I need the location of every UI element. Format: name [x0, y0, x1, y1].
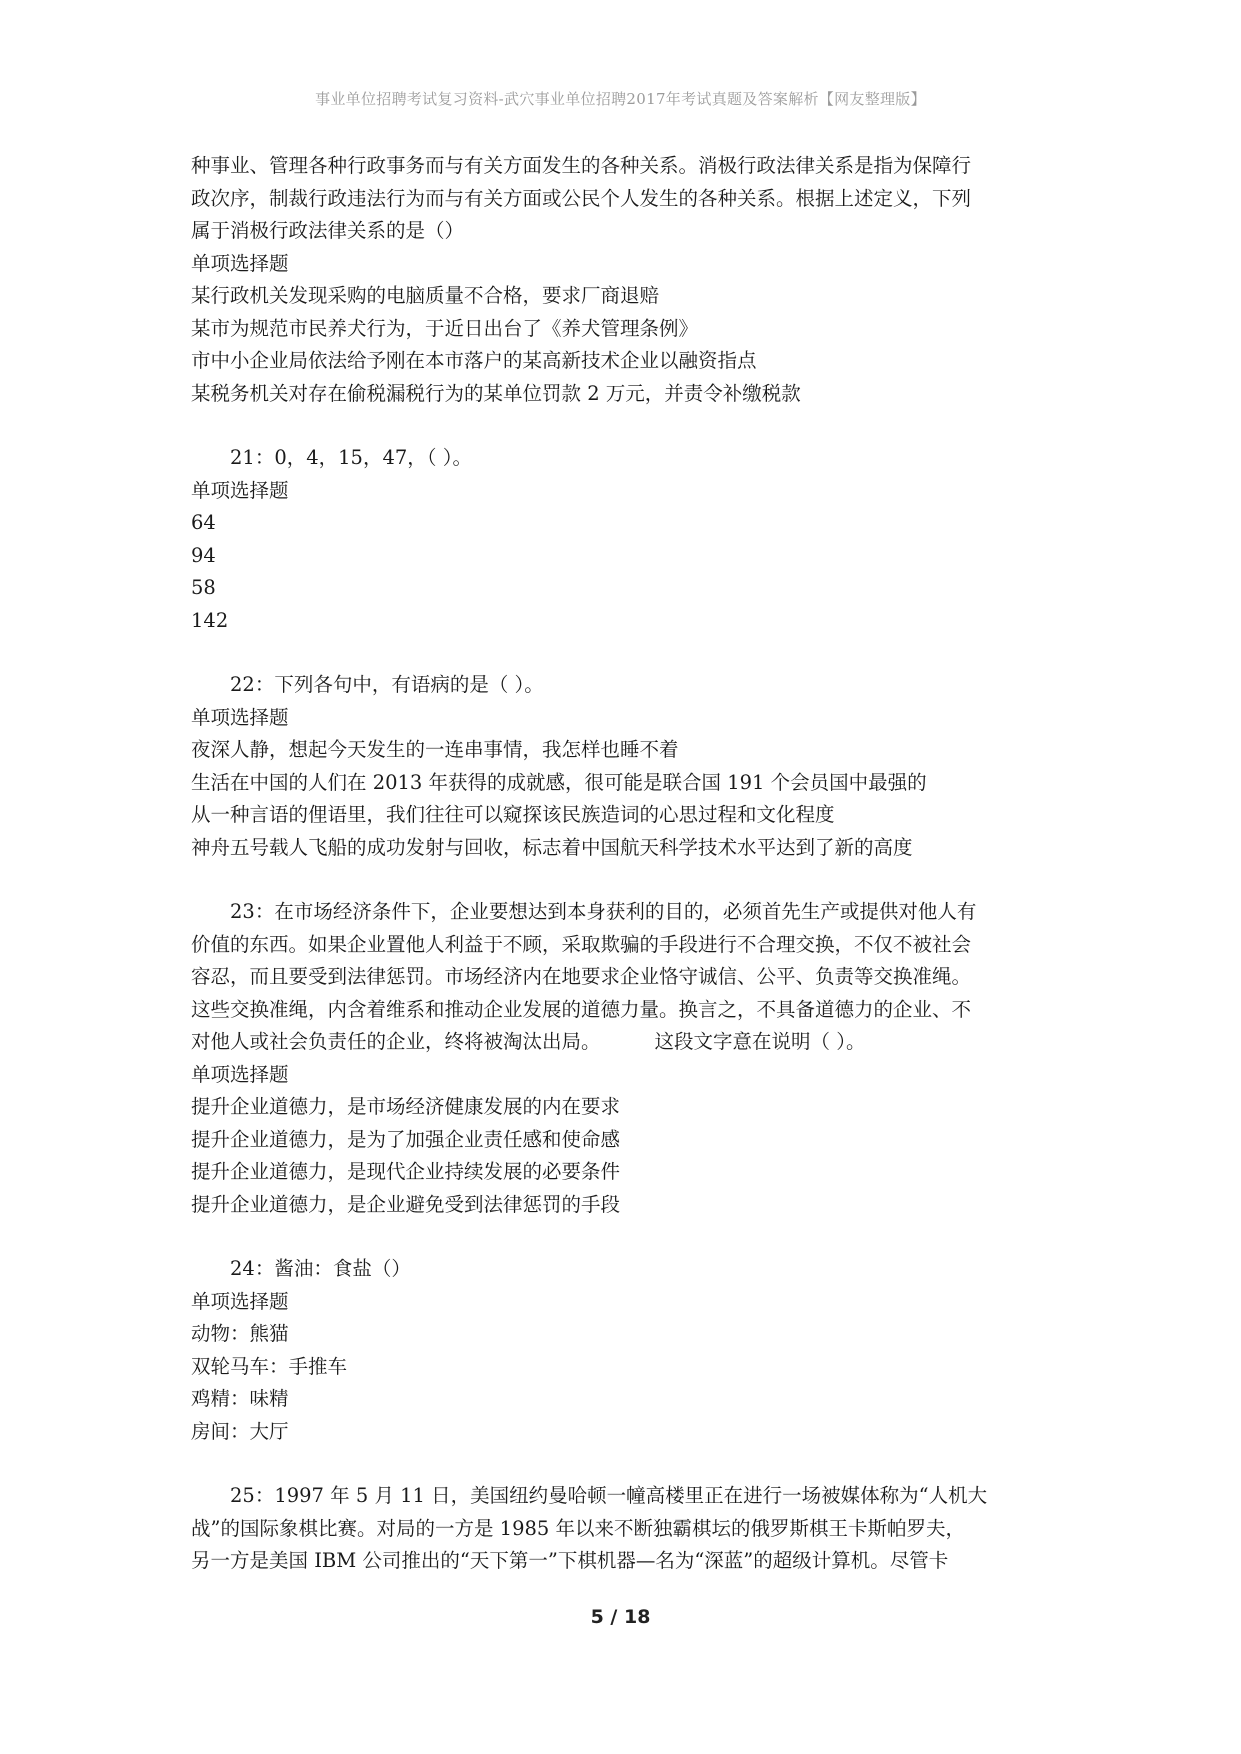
option-d: 提升企业道德力，是企业避免受到法律惩罚的手段 — [191, 1192, 621, 1216]
stem-question-prompt: 这段文字意在说明（ ）。 — [654, 1030, 866, 1053]
question-stem — [191, 896, 1071, 1059]
stem-line: 21：0，4，15，47，（ ）。 — [230, 446, 472, 469]
option-b: 某市为规范市民养犬行为，于近日出台了《养犬管理条例》 — [191, 316, 699, 340]
stem-line: 价值的东西。如果企业置他人利益于不顾，采取欺骗的手段进行不合理交换，不仅不被社会 — [191, 932, 972, 956]
option-d: 神舟五号载人飞船的成功发射与回收，标志着中国航天科学技术水平达到了新的高度 — [191, 835, 913, 859]
question-type: 单项选择题 — [191, 1289, 289, 1313]
question-stem — [191, 1480, 1071, 1578]
option-b: 提升企业道德力，是为了加强企业责任感和使命感 — [191, 1127, 621, 1151]
option-c: 市中小企业局依法给予刚在本市落户的某高新技术企业以融资指点 — [191, 349, 757, 372]
option-c: 鸡精：味精 — [191, 1387, 289, 1410]
question-type: 单项选择题 — [191, 705, 289, 729]
option-d: 142 — [191, 608, 229, 632]
question-stem — [191, 669, 1071, 702]
question-stem — [191, 1253, 1071, 1286]
option-a: 动物：熊猫 — [191, 1322, 289, 1345]
stem-line: 这些交换准绳，内含着维系和推动企业发展的道德力量。换言之，不具备道德力的企业、不 — [191, 997, 972, 1021]
stem-line-last — [191, 1026, 1071, 1059]
stem-line: 种事业、管理各种行政事务而与有关方面发生的各种关系。消极行政法律关系是指为保障行 — [191, 154, 972, 177]
option-a: 夜深人静，想起今天发生的一连串事情，我怎样也睡不着 — [191, 738, 679, 761]
question-20-continuation — [191, 150, 1071, 410]
question-21 — [191, 442, 1071, 637]
stem-line: 容忍，而且要受到法律惩罚。市场经济内在地要求企业恪守诚信、公平、负责等交换准绳。 — [191, 965, 972, 988]
option-b: 94 — [191, 543, 216, 567]
stem-line-text: 对他人或社会负责任的企业，终将被淘汰出局。 — [191, 1030, 601, 1053]
question-24 — [191, 1253, 1071, 1448]
question-type: 单项选择题 — [191, 1062, 289, 1086]
stem-line: 25：1997 年 5 月 11 日，美国纽约曼哈顿一幢高楼里正在进行一场被媒体称为“人机大 — [230, 1484, 988, 1507]
page-number: 5 / 18 — [590, 1606, 651, 1628]
document-body — [191, 150, 1071, 1578]
question-22 — [191, 669, 1071, 864]
page-header: 事业单位招聘考试复习资料-武穴事业单位招聘2017年考试真题及答案解析【网友整理版】 — [315, 90, 926, 108]
question-type: 单项选择题 — [191, 478, 289, 502]
stem-line: 22：下列各句中，有语病的是（ ）。 — [230, 673, 544, 696]
option-a: 64 — [191, 511, 216, 534]
option-b: 双轮马车：手推车 — [191, 1354, 348, 1378]
question-23 — [191, 896, 1071, 1221]
option-c: 提升企业道德力，是现代企业持续发展的必要条件 — [191, 1160, 621, 1183]
stem-line: 政次序，制裁行政违法行为而与有关方面或公民个人发生的各种关系。根据上述定义，下列 — [191, 186, 972, 210]
option-d: 某税务机关对存在偷税漏税行为的某单位罚款 2 万元，并责令补缴税款 — [191, 381, 801, 405]
option-a: 某行政机关发现采购的电脑质量不合格，要求厂商退赔 — [191, 284, 660, 307]
question-25 — [191, 1480, 1071, 1578]
question-stem — [191, 150, 1071, 248]
option-c: 58 — [191, 576, 216, 599]
option-a: 提升企业道德力，是市场经济健康发展的内在要求 — [191, 1095, 621, 1118]
question-stem — [191, 442, 1071, 475]
question-type: 单项选择题 — [191, 251, 289, 275]
stem-line: 另一方是美国 IBM 公司推出的“天下第一”下棋机器—名为“深蓝”的超级计算机。尽管卡 — [191, 1549, 949, 1572]
option-c: 从一种言语的俚语里，我们往往可以窥探该民族造词的心思过程和文化程度 — [191, 803, 835, 826]
option-d: 房间：大厅 — [191, 1419, 289, 1443]
stem-line: 23：在市场经济条件下，企业要想达到本身获利的目的，必须首先生产或提供对他人有 — [230, 900, 977, 923]
option-b: 生活在中国的人们在 2013 年获得的成就感，很可能是联合国 191 个会员国中最强的 — [191, 770, 927, 794]
stem-line: 战”的国际象棋比赛。对局的一方是 1985 年以来不断独霸棋坛的俄罗斯棋王卡斯帕罗夫， — [191, 1516, 965, 1540]
stem-line: 24：酱油：食盐（） — [230, 1257, 411, 1280]
stem-line: 属于消极行政法律关系的是（） — [191, 219, 465, 242]
